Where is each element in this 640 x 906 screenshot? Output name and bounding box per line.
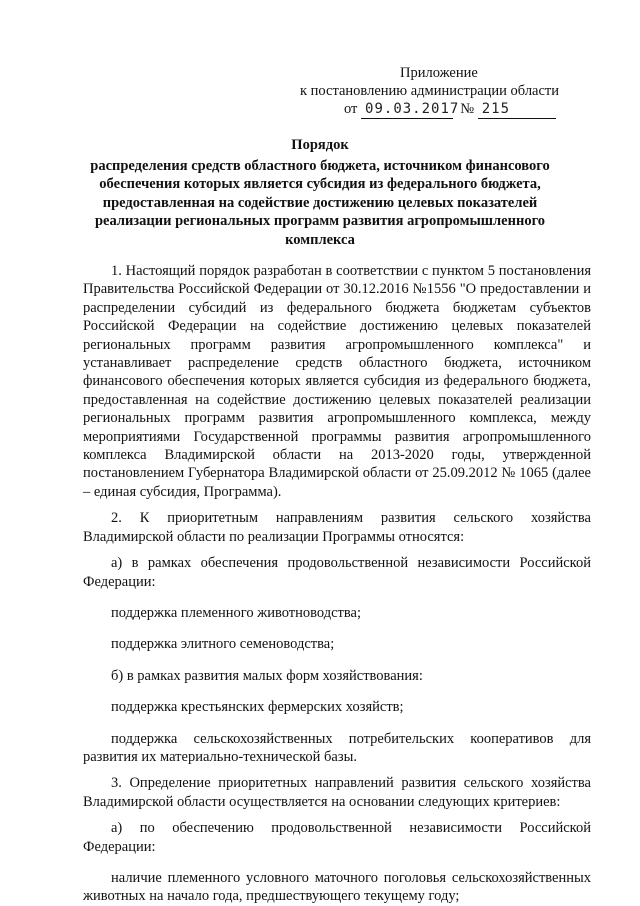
appendix-reference: к постановлению администрации области (300, 83, 560, 99)
title-heading: Порядок (291, 137, 349, 153)
list-item-cooperatives: поддержка сельскохозяйственных потребительских кооперативов для развития их материально-технической базы. (83, 730, 591, 765)
handwritten-date: 09.03.2017 (361, 100, 453, 119)
paragraph-criteria: наличие племенного условного маточного поголовья сельскохозяйственных животных на начало года, предшествующего текущему году; (83, 869, 591, 905)
date-prefix: от (344, 101, 358, 117)
title-text: распределения средств областного бюджета, источником финансового обеспечения которых является субсидия из федерального бюджета, предоставленная на содействие достижению целевых показателей реализации региональных программ развития агропромышленного комплекса (90, 157, 550, 248)
paragraph-2a: а) в рамках обеспечения продовольственной независимости Российской Федерации: (83, 555, 591, 590)
appendix-date-number (300, 100, 590, 119)
list-item-farms: поддержка крестьянских фермерских хозяйств; (111, 699, 404, 716)
document-title (90, 136, 550, 250)
paragraph-3: 3. Определение приоритетных направлений развития сельского хозяйства Владимирской области осуществляется на основании следующих критериев: (83, 775, 591, 810)
number-prefix: № (460, 101, 475, 117)
paragraph-3a: а) по обеспечению продовольственной независимости Российской Федерации: (83, 820, 591, 855)
paragraph-1: 1. Настоящий порядок разработан в соответствии с пунктом 5 постановления Правительства Российской Федерации от 30.12.2016 №1556 "О предоставлении и распределении субсидий из федерального бюджета бюджетам субъектов Российской Федерации на содействие достижению целевых показателей региональных программ развития агропромышленного комплекса" и устанавливает распределение средств областного бюджета, источником финансового обеспечения которых является субсидия из федерального бюджета, предоставленная на содействие достижению целевых показателей реализации региональных программ развития агропромышленного комплекса, между мероприятиями Государственной программы развития агропромышленного комплекса Владимирской области на 2013-2020 годы, утвержденной постановлением Губернатора Владимирской области от 25.09.2012 № 1065 (далее – единая субсидия, Программа). (83, 263, 591, 500)
appendix-block (300, 64, 590, 119)
handwritten-number: 215 (478, 100, 556, 119)
paragraph-2: 2. К приоритетным направлениям развития сельского хозяйства Владимирской области по реализации Программы относятся: (83, 510, 591, 545)
document-body (83, 262, 591, 906)
appendix-title: Приложение (400, 65, 478, 81)
list-item-seed: поддержка элитного семеноводства; (111, 636, 335, 653)
paragraph-2b: б) в рамках развития малых форм хозяйствования: (111, 667, 423, 684)
list-item-breeding: поддержка племенного животноводства; (111, 604, 361, 621)
